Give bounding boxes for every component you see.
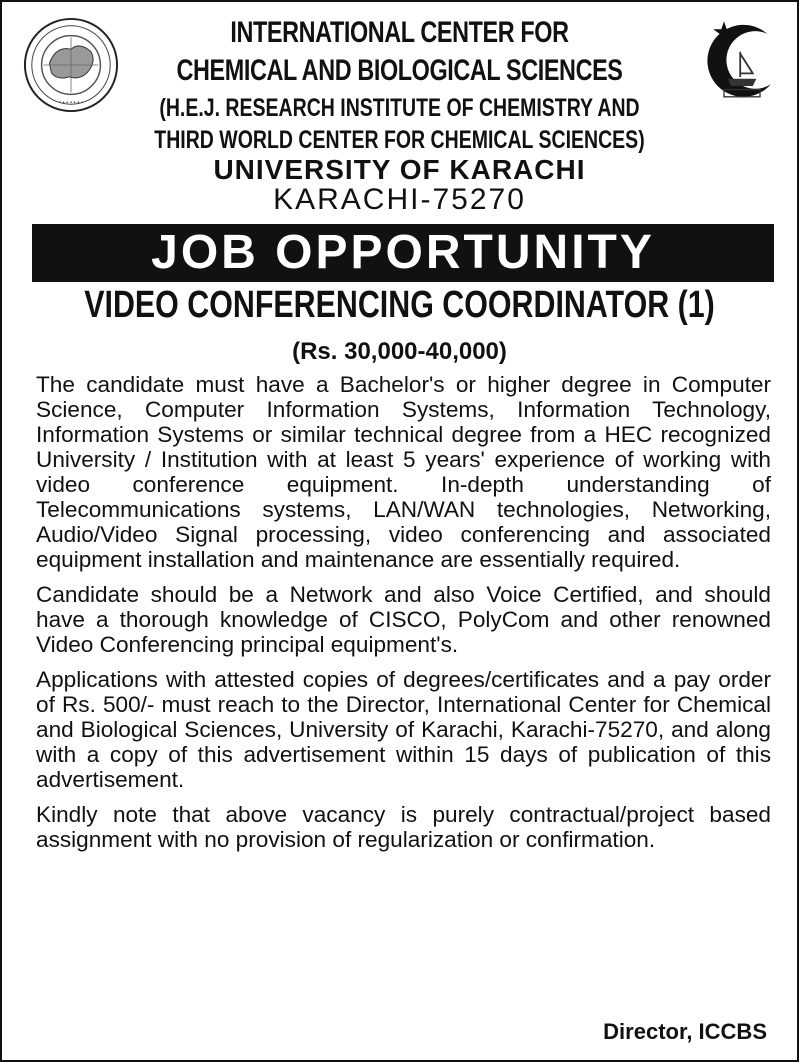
application-paragraph: Applications with attested copies of degrees/certificates and a pay order of Rs. 500/- must reach to the Director, International Center for Chemical and Biological Sciences, University of Karachi, Karachi-75270, and along with a copy of this advertisement within 15 days of publication of this advertisement. xyxy=(36,667,771,792)
signature: Director, ICCBS xyxy=(603,1019,767,1044)
header xyxy=(2,2,797,224)
advertisement-body xyxy=(36,372,771,862)
salary-range: (Rs. 30,000-40,000) xyxy=(292,338,507,365)
qualification-paragraph: The candidate must have a Bachelor's or higher degree in Computer Science, Computer Information Systems, Information Technology, Information Systems or similar technical degree from a HEC recognized University / Institution with at least 5 years' experience of working with video conference equipment. In-depth understanding of Telecommunications systems, LAN/WAN technologies, Networking, Audio/Video Signal processing, video conferencing and associated equipment installation and maintenance are essentially required. xyxy=(36,372,771,572)
certification-paragraph: Candidate should be a Network and also Voice Certified, and should have a thorough knowledge of CISCO, PolyCom and other renowned Video Conferencing principal equipment's. xyxy=(36,582,771,657)
header-line-3: (H.E.J. RESEARCH INSTITUTE OF CHEMISTRY AND xyxy=(159,94,640,122)
university-name: UNIVERSITY OF KARACHI xyxy=(213,154,586,185)
svg-text:• • • • • • •: • • • • • • • xyxy=(58,100,84,107)
karachi-university-crescent-logo-icon xyxy=(696,14,788,104)
header-line-1: INTERNATIONAL CENTER FOR xyxy=(230,16,569,49)
job-opportunity-banner: JOB OPPORTUNITY xyxy=(32,224,774,282)
contract-note-paragraph: Kindly note that above vacancy is purely contractual/project based assignment with no provision of regularization or confirmation. xyxy=(36,802,771,852)
header-line-4: THIRD WORLD CENTER FOR CHEMICAL SCIENCES) xyxy=(154,126,645,154)
header-line-2: CHEMICAL AND BIOLOGICAL SCIENCES xyxy=(176,54,623,87)
city-postcode: KARACHI-75270 xyxy=(273,183,526,216)
job-title: VIDEO CONFERENCING COORDINATOR (1) xyxy=(84,284,715,326)
